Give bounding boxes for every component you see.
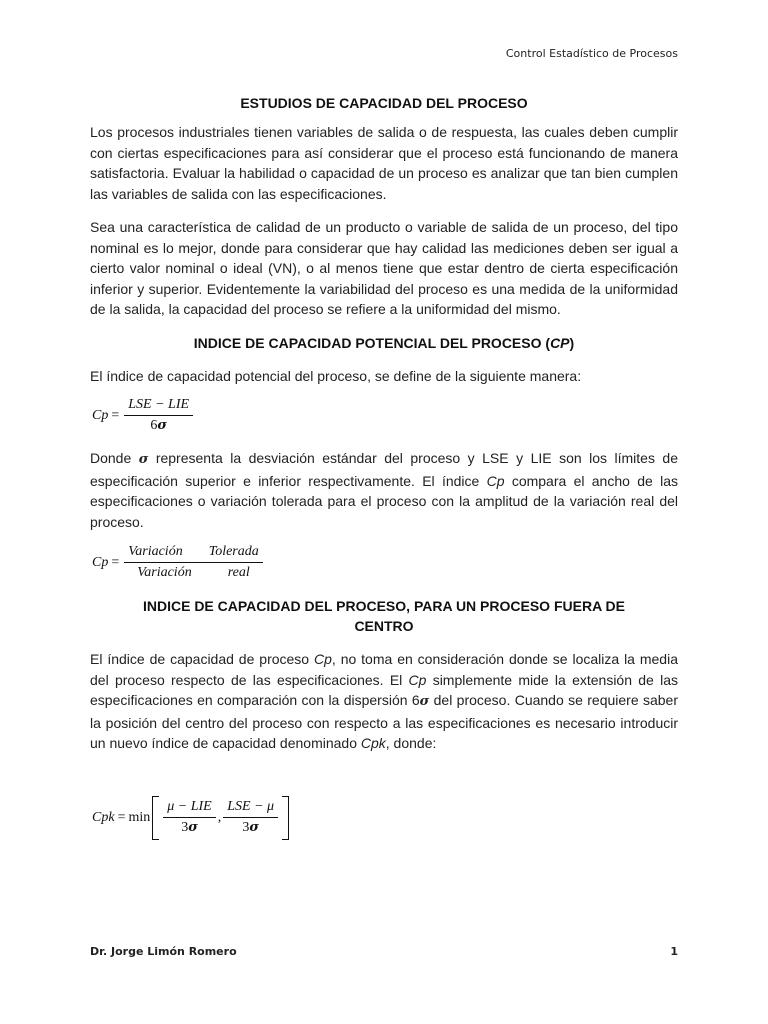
fraction-numerator: Variación Tolerada xyxy=(124,543,263,563)
fraction-numerator: LSE − μ xyxy=(223,798,278,818)
section-title-cpk: INDICE DE CAPACIDAD DEL PROCESO, PARA UN PROCESO FUERA DE CENTRO xyxy=(142,598,625,634)
fraction-denominator: 6σ xyxy=(150,418,167,433)
fraction-denominator: 3σ xyxy=(181,820,198,835)
sigma-symbol: σ xyxy=(419,694,430,709)
document-body xyxy=(90,93,678,840)
formula-cp-variation: Cp = $\frac{\text{Variación Tolerada}}{\text{Variación real}}$ xyxy=(92,543,678,582)
formula-lhs: Cp xyxy=(92,407,109,423)
paragraph-nominal: Sea una característica de calidad de un producto o variable de salida de un proceso, del tipo nominal es lo mejor, donde para considerar que hay calidad las mediciones deben ser igual a cierto valor nominal o ideal (VN), o al menos tiene que estar dentro de cierta especificación inferior y superior. Evidentemente la variabilidad del proceso es una medida de la uniformidad de la salida, la capacidad del proceso se refiere a la uniformidad del mismo. xyxy=(90,219,678,317)
fraction xyxy=(124,543,263,582)
formula-lhs: Cp xyxy=(92,554,109,570)
section-title-cp: INDICE DE CAPACIDAD POTENCIAL DEL PROCESO (CP) xyxy=(193,334,575,351)
footer-author: Dr. Jorge Limón Romero xyxy=(90,945,237,958)
right-bracket xyxy=(282,796,289,840)
formula-lhs: Cpk xyxy=(92,809,115,825)
section-title-capacidad: ESTUDIOS DE CAPACIDAD DEL PROCESO xyxy=(240,95,528,111)
paragraph-cp-definition: El índice de capacidad potencial del proceso, se define de la siguiente manera: xyxy=(90,367,582,384)
fraction-numerator: μ − LIE xyxy=(163,798,215,818)
min-operator: min xyxy=(128,809,151,825)
formula-cpk: Cpk = min $\frac{\text{μ − LIE}}{3\sigma}$ , $\frac{\text{LSE − μ}}{3\sigma}$ xyxy=(92,796,678,840)
fraction xyxy=(223,798,278,837)
page-number: 1 xyxy=(670,945,678,958)
running-header: Control Estadístico de Procesos xyxy=(505,47,678,60)
sigma-symbol: σ xyxy=(138,452,149,467)
paragraph-sigma-explanation: Donde σ representa la desviación estándar del proceso y LSE y LIE son los límites de especificación superior e inferior respectivamente. El índice Cp compara el ancho de las especificaciones o variación tolerada para el proceso con la amplitud de la variación real del proceso. xyxy=(90,450,678,530)
fraction-denominator: Variación real xyxy=(137,565,250,580)
left-bracket xyxy=(152,796,159,840)
fraction xyxy=(163,798,215,837)
fraction xyxy=(124,396,193,435)
fraction-numerator: LSE − LIE xyxy=(124,396,193,416)
paragraph-intro: Los procesos industriales tienen variables de salida o de respuesta, las cuales deben cumplir con ciertas especificaciones para así considerar que el proceso está funcionando de manera satisfactoria. Evaluar la habilidad o capacidad de un proceso es analizar que tan bien cumplen las variables de salida con las especificaciones. xyxy=(90,124,678,202)
fraction-denominator: 3σ xyxy=(242,820,259,835)
paragraph-cpk: El índice de capacidad de proceso Cp, no toma en consideración donde se localiza la media del proceso respecto de las especificaciones. El Cp simplemente mide la extensión de las especificaciones en comparación con la dispersión 6σ del proceso. Cuando se requiere saber la posición del centro del proceso con respecto a las especificaciones es necesario introducir un nuevo índice de capacidad denominado Cpk, donde: xyxy=(90,651,679,751)
formula-cp: Cp = $\frac{\text{LSE − LIE}}{6\sigma}$ xyxy=(92,396,678,435)
